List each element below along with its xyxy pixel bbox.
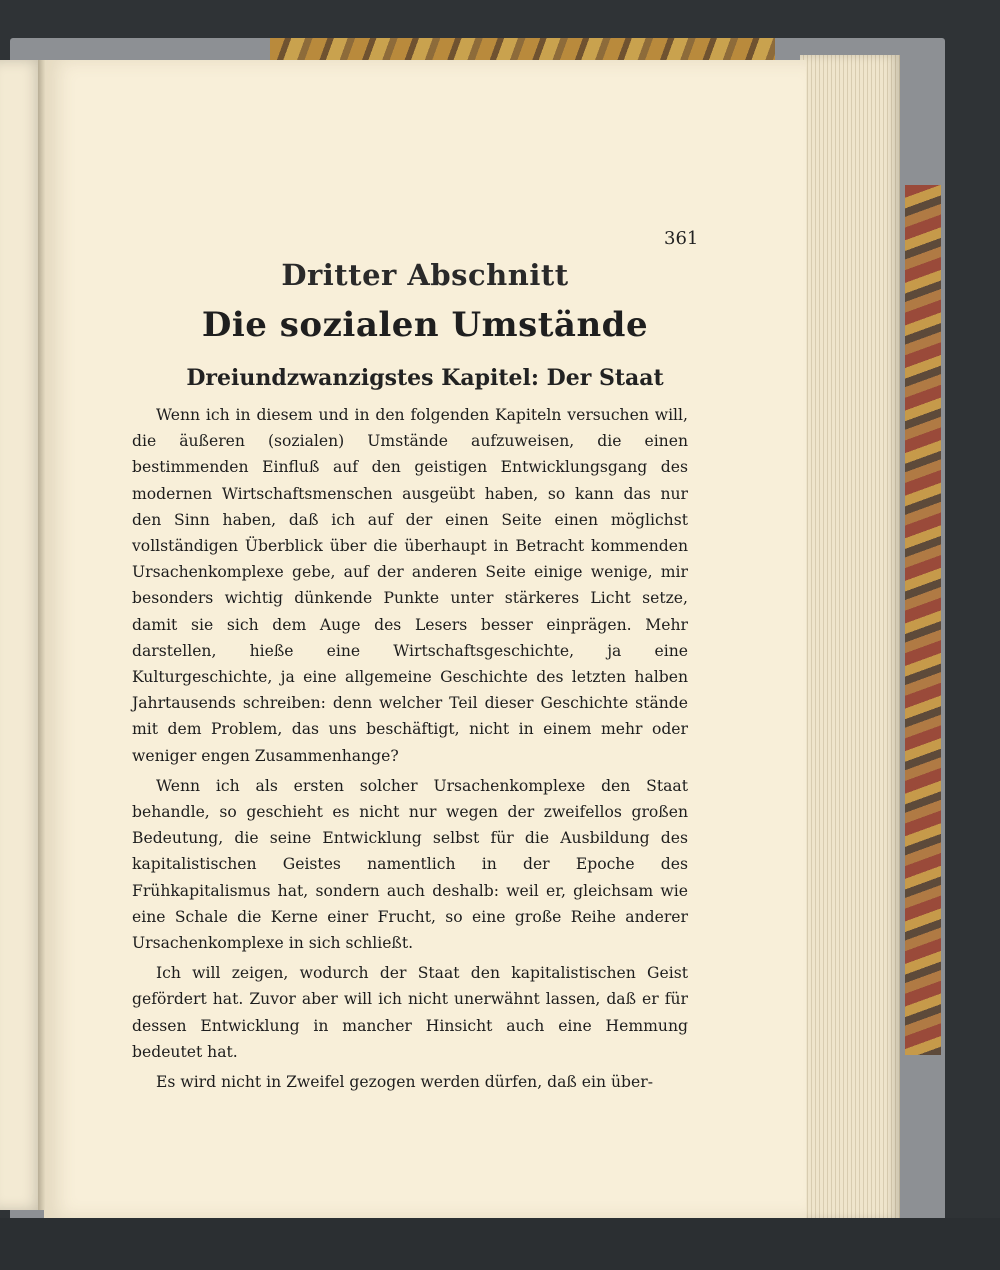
page-edges: [800, 55, 900, 1220]
paragraph: Wenn ich als ersten solcher Ursachenkomplexe den Staat behandle, so geschieht es nicht nur wegen der zweifellos großen Bedeutung, die seine Entwicklung selbst für die Ausbildung des kapitalistischen Geistes namentlich in der Epoche des Frühkapitalismus hat, sondern auch deshalb: weil er, gleichsam wie eine Schale die Kerne einer Frucht, so eine große Reihe anderer Ursachenkomplexe in sich schließt.: [132, 776, 688, 953]
background-bottom: [0, 1218, 1000, 1270]
paragraph: Ich will zeigen, wodurch der Staat den kapitalistischen Geist gefördert hat. Zuvor aber will ich nicht unerwähnt lassen, daß er für dessen Entwicklung in mancher Hinsicht auch eine Hemmung bedeutet hat.: [132, 964, 688, 1061]
chapter-heading: Die sozialen Umstände: [201, 305, 649, 345]
paragraph: Wenn ich in diesem und in den folgenden Kapiteln versuchen will, die äußeren (sozialen) Umstände aufzuweisen, die einen bestimmenden Einfluß auf den geistigen Entwicklungsgang des modernen Wirtschaftsmenschen ausgeübt haben, so kann das nur den Sinn haben, daß ich auf der einen Seite einen möglichst vollständigen Überblick über die überhaupt in Betracht kommenden Ursachenkomplexe gebe, auf der anderen Seite einige wenige, mir besonders wichtig dünkende Punkte unter stärkeres Licht setze, damit sie sich dem Auge des Lesers besser einprägen. Mehr darstellen, hieße eine Wirtschaftsgeschichte, ja eine Kulturgeschichte, ja eine allgemeine Geschichte des letzten halben Jahrtausends schreiben: denn welcher Teil dieser Geschichte stände mit dem Problem, das uns beschäftigt, nicht in einem mehr oder weniger engen Zusammenhange?: [132, 406, 688, 765]
marbled-endpaper-top: [270, 38, 775, 60]
chapter-subtitle: Dreiundzwanzigstes Kapitel: Der Staat: [186, 365, 664, 391]
paragraph: Es wird nicht in Zweifel gezogen werden dürfen, daß ein über-: [156, 1073, 653, 1092]
book-page: [44, 60, 806, 1218]
page-gutter: [38, 60, 46, 1210]
section-title: Dritter Abschnitt: [281, 258, 569, 292]
body-text: [132, 402, 688, 1095]
page-number: 361: [664, 228, 699, 249]
marbled-endpaper-right: [905, 185, 941, 1055]
